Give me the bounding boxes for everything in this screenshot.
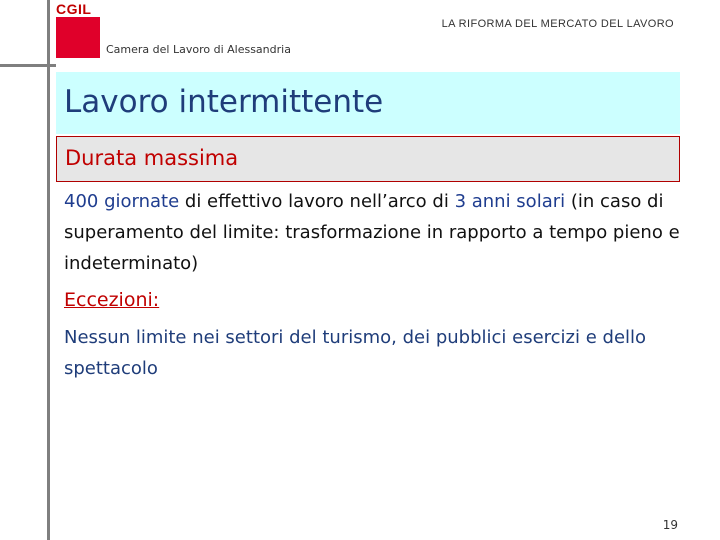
vertical-rule — [47, 0, 50, 540]
logo-text: CGIL — [56, 2, 100, 16]
highlight-giornate: 400 giornate — [64, 191, 180, 212]
body-paragraph — [64, 186, 684, 279]
exceptions-heading: Eccezioni: — [64, 289, 160, 311]
title-band — [56, 72, 680, 134]
highlight-anni: 3 anni solari — [454, 191, 566, 212]
organization-name: Camera del Lavoro di Alessandria — [106, 43, 291, 56]
subheading: Durata massima — [65, 146, 239, 170]
logo-red-block — [56, 17, 100, 58]
exceptions-text: Nessun limite nei settori del turismo, dei pubblici esercizi e dello spettacolo — [64, 327, 647, 379]
subheading-box — [56, 136, 680, 182]
paragraph-text-1: di effettivo lavoro nell’arco di — [179, 191, 455, 212]
page-number: 19 — [662, 518, 678, 532]
horizontal-rule — [0, 64, 56, 67]
section-title: LA RIFORMA DEL MERCATO DEL LAVORO — [441, 18, 674, 30]
cgil-logo — [56, 2, 100, 58]
paragraph-text-2: (in caso di superamento del limite: trasformazione in rapporto a tempo pieno e indeterminato) — [64, 191, 680, 274]
slide-title: Lavoro intermittente — [64, 84, 384, 120]
